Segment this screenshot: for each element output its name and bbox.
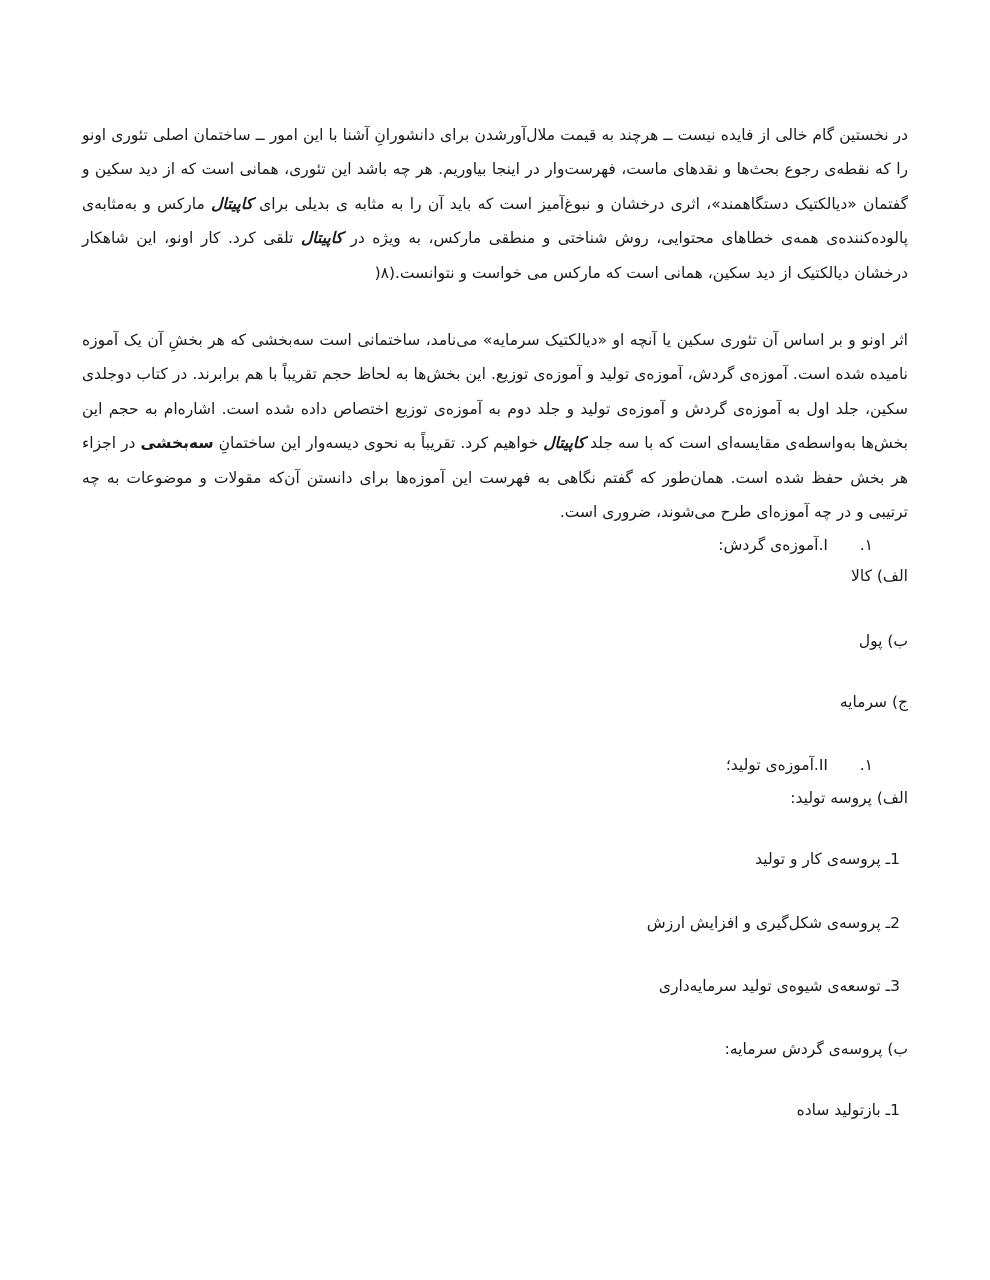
kapital-title-2: کاپیتال <box>301 229 343 248</box>
outline-item-capital: ج) سرمایه <box>839 693 908 711</box>
outline-sub-item-labor-process: 1ـ پروسه‌ی کار و تولید <box>755 850 900 868</box>
paragraph-intro <box>82 118 908 290</box>
outline-heading-circulation: I.آموزه‌ی گردش: <box>718 536 828 554</box>
sebakhshi-term: سه‌بخشی <box>140 434 214 453</box>
outline-item-money: ب) پول <box>858 632 908 650</box>
outline-heading-circulation-number: ۱. <box>859 536 873 554</box>
kapital-title-3: کاپیتال <box>543 434 586 453</box>
paragraph-structure-text-c: در اجزاء هر بخش حفظ شده است. همان‌طور که گفتم نگاهی به فهرست این آموزه‌ها برای دانستن آن‌که مقولات و موضوعات به چه ترتیبی و در چه آموزه‌ای طرح می‌شوند، ضروری است. <box>82 434 908 522</box>
outline-heading-production: II.آموزه‌ی تولید؛ <box>725 756 828 774</box>
outline-sub-circulation-process: ب) پروسه‌ی گردش سرمایه: <box>724 1040 908 1058</box>
kapital-title-1: کاپیتال <box>211 194 253 213</box>
outline-heading-production-number: ۱. <box>859 756 873 774</box>
outline-sub-item-capitalist-mode: 3ـ توسعه‌ی شیوه‌ی تولید سرمایه‌داری <box>658 977 900 995</box>
paragraph-structure-text: اثر اونو و بر اساس آن تئوری سکین یا آنچه او «دیالکتیک سرمایه» می‌نامد، ساختمانی است سه‌بخشی که هر بخشِ آن یک آموزه نامیده شده است. آموزه‌ی گردش، آموزه‌ی تولید و آموزه‌ی توزیع. این بخش‌ها به لحاظ حجم تقریباً با هم برابرند. در کتاب دوجلدی سکین، جلد اول به آموزه‌ی گردش و آموزه‌ی تولید و جلد دوم به آموزه‌ی توزیع اختصاص داده شده است. اشاره‌ام به حجم این بخش‌ها به‌واسطه‌ی مقایسه‌ای است که با سه جلد <box>82 331 908 453</box>
paragraph-intro-text-c: تلقی کرد. کار اونو، این شاهکار درخشان دیالکتیک از دید سکین، همانی است که مارکس می خواست و نتوانست.(۸( <box>82 229 908 282</box>
outline-sub-item-value-formation: 2ـ پروسه‌ی شکل‌گیری و افزایش ارزش <box>646 914 900 932</box>
paragraph-structure <box>82 323 908 529</box>
paragraph-structure-text-b: خواهیم کرد. تقریباً به نحوی دیسه‌وار این ساختمانِ <box>218 434 539 453</box>
paragraph-intro-text: در نخستین گام خالی از فایده نیست ــ هرچند به قیمت ملال‌آورشدن برای دانشورانِ آشنا با این امور ــ ساختمان اصلی تئوری اونو را که نقطه‌ی رجوع بحث‌ها و نقدهای ماست، فهرست‌وار در اینجا بیاوریم. ه‍ر چه باشد این تئوری، همانی است که از دید سکین و گفتمان «دیالکتیک دستگاهمند»، اثری درخشان و نبوغ‌آمیز است که باید آن را به مثابه ی بدیلی برای <box>82 126 909 213</box>
paragraph-intro-text-b: مارکس و به‌مثابه‌ی پالوده‌کننده‌ی همه‌ی خطاهای محتوایی، روش شناختی و منطقی مارکس، به ویژه در <box>82 194 909 248</box>
outline-sub-production-process: الف) پروسه تولید: <box>790 789 908 807</box>
outline-item-commodity: الف) کالا <box>851 567 908 585</box>
outline-sub-item-simple-reproduction: 1ـ بازتولید ساده <box>796 1101 900 1119</box>
